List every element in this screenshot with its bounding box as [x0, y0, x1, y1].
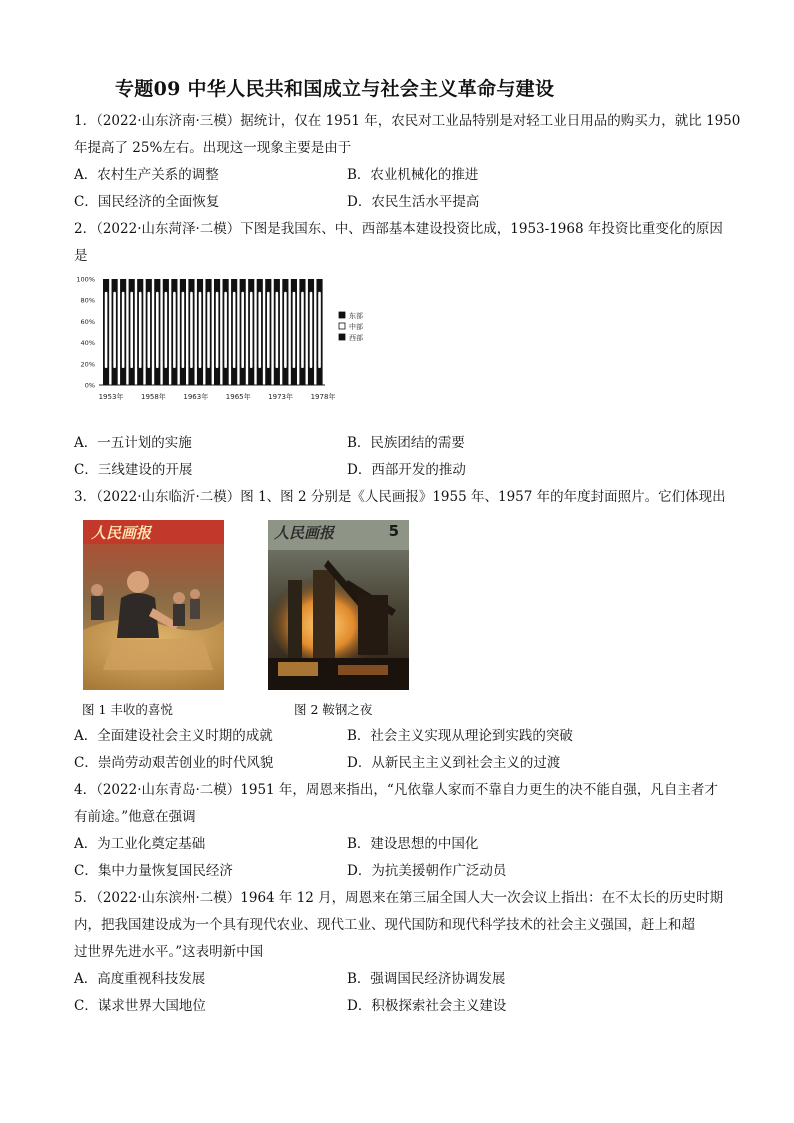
q2-stem-line1: 2．（2022·山东菏泽·二模）下图是我国东、中、西部基本建设投资比成，1953-1968 年投资比重变化的原因	[74, 221, 723, 237]
x-tick-label: 1978年	[310, 393, 336, 401]
bar-central	[190, 292, 193, 368]
q4-stem-line2: 有前途。”他意在强调	[74, 809, 196, 825]
y-tick-label: 20%	[80, 360, 95, 369]
x-tick-label: 1965年	[225, 393, 251, 401]
q3-option-d[interactable]: D．从新民主主义到社会主义的过渡	[347, 755, 561, 771]
q4-option-b[interactable]: B．建设思想的中国化	[347, 836, 479, 852]
q5-stem-line3: 过世界先进水平。”这表明新中国	[74, 944, 264, 960]
y-tick-label: 100%	[76, 275, 95, 284]
fig1-harvest-photo	[83, 520, 224, 690]
q1-option-d[interactable]: D．农民生活水平提高	[347, 194, 480, 210]
fig2-steel-photo	[268, 520, 409, 690]
bar-central	[318, 292, 321, 368]
q4-stem-line1: 4．（2022·山东青岛·二模）1951 年，周恩来指出，“凡依靠人家而不靠自力更生的决不能自强，凡自主者才	[74, 782, 718, 798]
q3-option-c[interactable]: C．崇尚劳动艰苦创业的时代风貌	[74, 755, 274, 771]
fig2-issue-number: 5	[388, 522, 399, 540]
bar-central	[224, 292, 227, 368]
legend-label: 东部	[349, 312, 363, 320]
q1-option-b[interactable]: B．农业机械化的推进	[347, 167, 479, 183]
q1-stem-line1: 1．（2022·山东济南·三模）据统计，仅在 1951 年，农民对工业品特别是对轻工业日用品的购买力，就比 1950	[74, 113, 741, 129]
x-tick-label: 1973年	[268, 393, 294, 401]
legend-swatch	[339, 312, 345, 318]
investment-share-chart	[72, 273, 382, 403]
q5-option-b[interactable]: B．强调国民经济协调发展	[347, 971, 506, 987]
q3-option-a[interactable]: A．全面建设社会主义时期的成就	[74, 728, 273, 744]
fig2-masthead: 人民画报	[274, 524, 335, 542]
bar-central	[130, 292, 133, 368]
bar-central	[293, 292, 296, 368]
harvest-cover-image	[83, 520, 224, 690]
fig1-masthead: 人民画报	[91, 524, 152, 542]
legend-swatch	[339, 323, 345, 329]
bar-central	[250, 292, 253, 368]
q1-stem-line2: 年提高了 25%左右。出现这一现象主要是由于	[74, 140, 352, 156]
chart-svg	[72, 273, 382, 403]
q1-option-a[interactable]: A．农村生产关系的调整	[74, 167, 219, 183]
bar-central	[258, 292, 261, 368]
y-tick-label: 60%	[80, 317, 95, 326]
bar-central	[301, 292, 304, 368]
q5-stem-line2: 内，把我国建设成为一个具有现代农业、现代工业、现代国防和现代科学技术的社会主义强国，赶上和超	[74, 917, 695, 933]
x-tick-label: 1963年	[183, 393, 209, 401]
x-tick-label: 1958年	[140, 393, 166, 401]
legend-label: 中部	[349, 323, 363, 331]
bar-central	[310, 292, 313, 368]
steel-cover-image	[268, 520, 409, 690]
q5-option-d[interactable]: D．积极探索社会主义建设	[347, 998, 507, 1014]
bar-central	[284, 292, 287, 368]
bar-central	[156, 292, 159, 368]
y-tick-label: 80%	[80, 296, 95, 305]
bar-central	[216, 292, 219, 368]
q2-option-a[interactable]: A．一五计划的实施	[74, 435, 192, 451]
x-tick-label: 1953年	[98, 393, 124, 401]
fig2-caption: 图 2 鞍钢之夜	[294, 702, 373, 717]
q5-option-a[interactable]: A．高度重视科技发展	[74, 971, 206, 987]
page-title: 专题09 中华人民共和国成立与社会主义革命与建设	[115, 78, 555, 100]
bar-central	[233, 292, 236, 368]
q2-option-b[interactable]: B．民族团结的需要	[347, 435, 465, 451]
q4-option-a[interactable]: A．为工业化奠定基础	[74, 836, 206, 852]
bar-central	[165, 292, 168, 368]
q2-option-c[interactable]: C．三线建设的开展	[74, 462, 193, 478]
bar-central	[139, 292, 142, 368]
bar-central	[113, 292, 116, 368]
q5-option-c[interactable]: C．谋求世界大国地位	[74, 998, 206, 1014]
bar-central	[147, 292, 150, 368]
bar-central	[199, 292, 202, 368]
q3-stem-line1: 3．（2022·山东临沂·二模）图 1、图 2 分别是《人民画报》1955 年、1957 年的年度封面照片。它们体现出	[74, 489, 726, 505]
bar-central	[207, 292, 210, 368]
bar-central	[122, 292, 125, 368]
legend-swatch	[339, 334, 345, 340]
legend-label: 西部	[349, 334, 363, 342]
q2-stem-line2: 是	[74, 248, 88, 264]
fig1-caption: 图 1 丰收的喜悦	[82, 702, 173, 717]
y-tick-label: 40%	[80, 339, 95, 348]
bar-central	[276, 292, 279, 368]
y-tick-label: 0%	[84, 381, 95, 390]
q5-stem-line1: 5．（2022·山东滨州·二模）1964 年 12 月，周恩来在第三届全国人大一次会议上指出：在不太长的历史时期	[74, 890, 724, 906]
bar-central	[241, 292, 244, 368]
q2-option-d[interactable]: D．西部开发的推动	[347, 462, 466, 478]
bar-central	[267, 292, 270, 368]
q4-option-c[interactable]: C．集中力量恢复国民经济	[74, 863, 233, 879]
bar-central	[105, 292, 108, 368]
q1-option-c[interactable]: C．国民经济的全面恢复	[74, 194, 220, 210]
bar-central	[182, 292, 185, 368]
q3-option-b[interactable]: B．社会主义实现从理论到实践的突破	[347, 728, 573, 744]
q4-option-d[interactable]: D．为抗美援朝作广泛动员	[347, 863, 507, 879]
bar-central	[173, 292, 176, 368]
